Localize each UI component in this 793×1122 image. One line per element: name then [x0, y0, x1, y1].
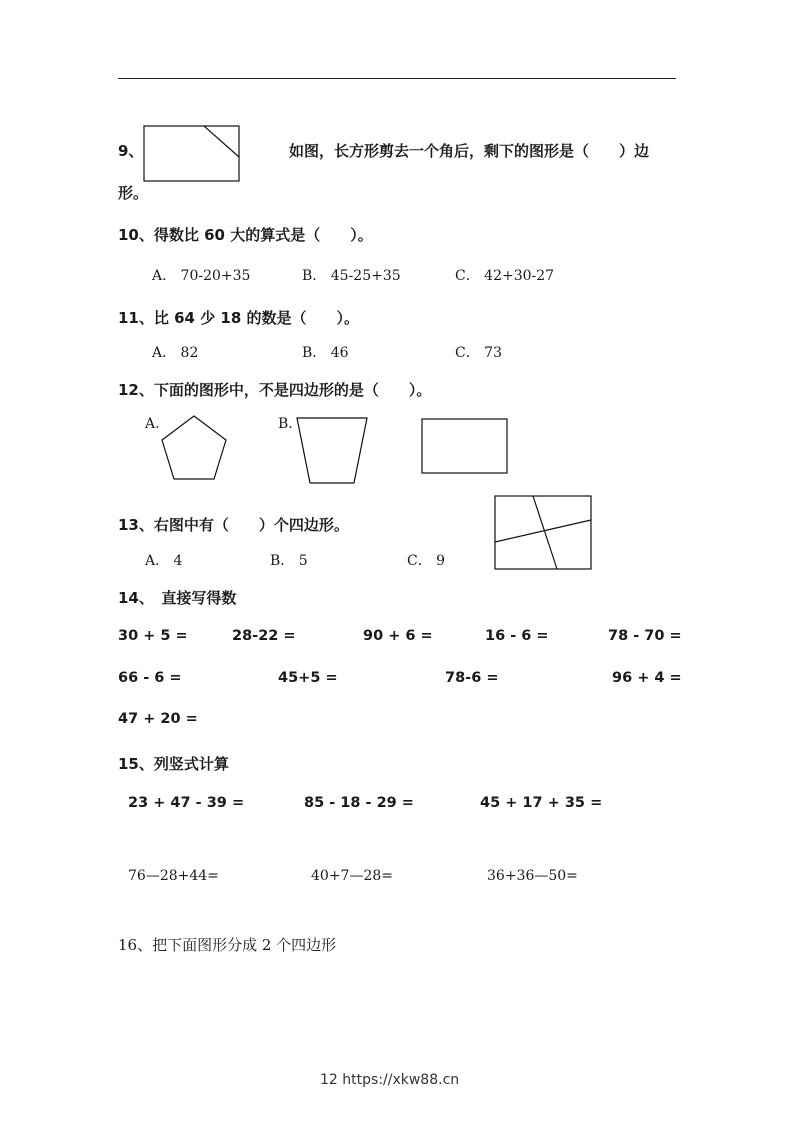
q15-calc: 36+36—50=: [487, 868, 578, 884]
q12-rectangle-figure: [421, 418, 509, 475]
q11-option-c: C． 73: [455, 345, 502, 361]
q14-calc: 45+5 =: [278, 670, 338, 686]
q10-text: 10、得数比 60 大的算式是（ ）。: [118, 226, 373, 244]
q9-text: 如图，长方形剪去一个角后，剩下的图形是（ ）边: [289, 142, 650, 160]
q10-option-a: A． 70-20+35: [152, 268, 251, 284]
q14-calc: 90 + 6 =: [363, 628, 433, 644]
q12-label-b: B.: [278, 416, 293, 432]
q14-calc: 78-6 =: [445, 670, 499, 686]
q12-pentagon-figure: [158, 413, 230, 483]
q13-divided-rectangle-figure: [494, 495, 593, 571]
trapezoid-shape: [297, 418, 367, 483]
q14-title: 14、 直接写得数: [118, 589, 237, 607]
q13-option-a: A． 4: [145, 553, 183, 569]
q15-calc: 23 + 47 - 39 =: [128, 795, 245, 811]
q14-calc: 78 - 70 =: [608, 628, 682, 644]
header-rule: [118, 78, 676, 79]
q14-calc: 16 - 6 =: [485, 628, 549, 644]
q9-cut-rectangle-figure: [143, 125, 241, 183]
q15-calc: 45 + 17 + 35 =: [480, 795, 603, 811]
slanted-line-horizontal: [495, 520, 591, 542]
q15-calc: 40+7—28=: [311, 868, 393, 884]
outer-rectangle: [495, 496, 591, 569]
q15-title: 15、列竖式计算: [118, 755, 229, 773]
q14-calc: 96 + 4 =: [612, 670, 682, 686]
q9-rectangle: [144, 126, 239, 181]
q15-calc: 85 - 18 - 29 =: [304, 795, 414, 811]
q11-option-a: A． 82: [152, 345, 199, 361]
q11-text: 11、比 64 少 18 的数是（ ）。: [118, 309, 360, 327]
q9-number: 9、: [118, 142, 144, 160]
q9-text-continued: 形。: [118, 184, 149, 202]
q13-option-b: B． 5: [270, 553, 308, 569]
q9-cut-line: [204, 126, 239, 157]
pentagon-shape: [162, 416, 226, 479]
page-footer: [320, 1072, 459, 1088]
q10-option-b: B． 45-25+35: [302, 268, 401, 284]
q12-trapezoid-figure: [295, 416, 370, 486]
q14-calc: 28-22 =: [232, 628, 296, 644]
q13-text: 13、右图中有（ ）个四边形。: [118, 516, 349, 534]
q14-calc: 47 + 20 =: [118, 711, 198, 727]
rectangle-shape: [422, 419, 507, 473]
q12-text: 12、下面的图形中，不是四边形的是（ ）。: [118, 381, 432, 399]
q13-option-c: C． 9: [407, 553, 446, 569]
q12-label-a: A.: [145, 416, 160, 432]
q14-calc: 30 + 5 =: [118, 628, 188, 644]
q16-title: 16、把下面图形分成 2 个四边形: [118, 936, 337, 954]
q15-calc: 76—28+44=: [128, 868, 219, 884]
q14-calc: 66 - 6 =: [118, 670, 182, 686]
q11-option-b: B． 46: [302, 345, 349, 361]
footer-url[interactable]: https://xkw88.cn: [342, 1072, 460, 1088]
page-number: 12: [320, 1072, 338, 1088]
q10-option-c: C． 42+30-27: [455, 268, 555, 284]
